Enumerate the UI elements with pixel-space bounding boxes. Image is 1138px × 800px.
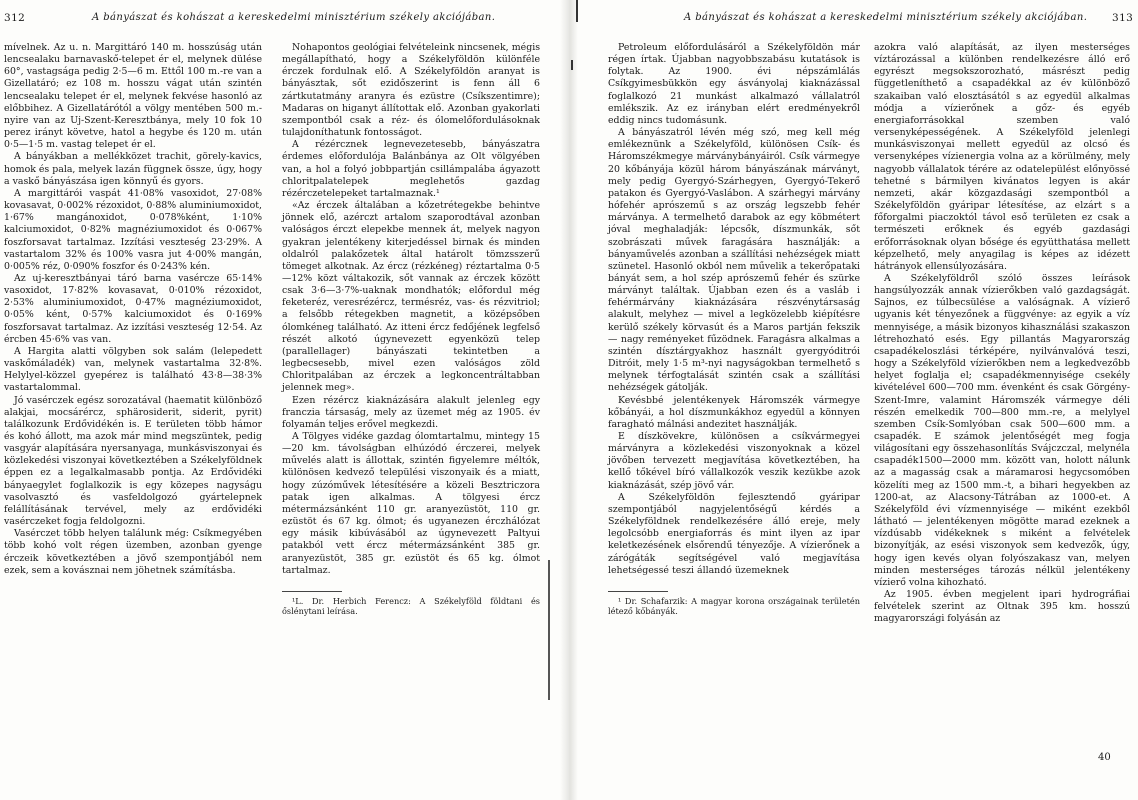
running-title: A bányászat és kohászat a kereskedelmi minisztérium székely akciójában. (684, 12, 1088, 23)
footnote-rule (608, 591, 668, 592)
page-number: 313 (1112, 12, 1134, 24)
paragraph: mívelnek. Az u. n. Margittáró 140 m. hosszúság után lencsealaku barnavaskő-telepet ér el, melynek dülése 60°, vastagsága pedig 2·5—6 m. Ettől 100 m.-re van a Gizellatáró; ez 108 m. hosszu vágat után szintén lencsealaku telepet ér el, melynek fekvése hasonló az előbbihez. A Gizellatárótól a völgy mentében 500 m.-nyire van az Uj-Szent-Keresztbánya, mely 10 fok 10 perez irányt követve, hatol a hegybe és 120 m. után 0·5—1·5 m. vastag telepet ér el. (4, 42, 262, 151)
paragraph: Kevésbbé jelentékenyek Háromszék vármegye kőbányái, a hol díszmunkákhoz egyedül a könnyen faragható málnási andezitet használják. (608, 394, 860, 430)
paragraph: A margittárói vaspát 41·08% vasoxidot, 27·08% kovasavat, 0·002% rézoxidot, 0·88% aluminiumoxidot, 1·67% mangánoxidot, 0·078%ként, 1·10% kalciumoxidot, 0·82% magnéziumoxidot és 0·067% foszforsavat tartalmaz. Izzítási veszteség 23·29%. A vastartalom 32% és 100% vasra jut 4·00% mangán, 0·005% réz, 0·090% foszfor és 0·243% kén. (4, 187, 262, 272)
footnote: ¹L. Dr. Herbich Ferencz: A Székelyföld földtani és őslénytani leírása. (282, 595, 540, 617)
left-page (0, 0, 566, 800)
page-number: 312 (4, 12, 26, 24)
paragraph: A bányákban a mellékközet trachit, görely-kavics, homok és pala, melyek lazán függnek össze, úgy, hogy a vaskő bányászása igen könnyű és gyors. (4, 151, 262, 187)
paragraph: azokra való alapítását, az ilyen mesterséges víztározással a különben rendelkezésre álló erő egyrészt megsokszorozható, másrészt pedig függetleníthető a csapadékkal az év különböző szakaiban való elosztásától s az egyedül alkalmas módja a vízierőnek a gőz- és egyéb energiaforrásokkal szemben való versenyképességének. A Székelyföld jelenlegi munkásviszonyai mellett egyedül az olcsó és versenyképes vízienergia volna az a körülmény, mely nagyobb vállalatok térére az odatelepülést előnyössé tehetné s bármilyen kivánatos legyen is akár nemzeti, akár közgazdasági szempontból a Székelyföldön gyáripar létesítése, az elzárt s a főforgalmi piaczoktól távol eső területen ez csak a természeti erőknek és egyéb gazdasági erőforrásoknak olyan bősége és együtthatása mellett képzelhető, mely anyagilag is képes az idézett hátrányok ellensúlyozására. (874, 42, 1130, 272)
paragraph: A Székelyföldön fejlesztendő gyáripar szempontjából nagyjelentőségű kérdés a Székelyföldnek rendelkezésére álló ereje, mely legolcsóbb energiaforrás és mint ilyen az ipar keletkezésének elsőrendű tényezője. A vízierőnek a zárógáták segítségével való megjavítása lehetségessé teszi állandó üzemeknek (608, 491, 860, 576)
paragraph: Ezen rézércz kiaknázására alakult jelenleg egy franczia társaság, mely az üzemet még az 1905. év folyamán teljes erővel megkezdi. (282, 394, 540, 430)
right-page (572, 0, 1138, 800)
paragraph: A rézércznek legnevezetesebb, bányászatra érdemes előfordulója Balánbánya az Olt völgyében van, a hol a folyó jobbpartján csillámpalába ágyazott chloritpalatelepek meglehetős gazdag rézérczetelepeket tartalmaznak.¹ (282, 139, 540, 199)
right-running-head (572, 12, 1138, 28)
paragraph: A Tölgyes vidéke gazdag ólomtartalmu, mintegy 15—20 km. távolságban elhúzódó érczerei, melyek művelés alatt is állottak, szintén figyelemre méltók, különösen kedvező települési viszonyaik és a miatt, hogy zúzóművek létesítésére a közeli Besztriczora patak igen alkalmas. A tölgyesi ércz métermázsánként 110 gr. aranyezüstöt, 110 gr. ezüstöt és 67 kg. ólmot; és ugyanezen érczhálózat egy másik kibúvásából az úgynevezett Paltyui patakból vett ércz métermázsánként 385 gr. aranyezüstöt, 385 gr. ezüstöt és 65 kg. ólmot tartalmaz. (282, 431, 540, 576)
left-column-2 (282, 42, 540, 617)
paragraph: Nohapontos geológiai felvételeink nincsenek, mégis megállapítható, hogy a Székelyföldön különféle érczek fordulnak elő. A Székelyföldön aranyat is bányásztak, sőt ezidőszerint is fenn áll 6 zártkutatmány aranyra és ezüstre (Csíkszentimre); Madaras on higanyt állítottak elő. Azonban gyakorlati szempontból csak a réz- és ólomelőfordulásoknak tulajdoníthatunk fontosságot. (282, 42, 540, 139)
sheet-signature: 40 (1098, 752, 1111, 763)
footnote-rule (282, 591, 342, 592)
paragraph: Petroleum előfordulásáról a Székelyföldön már régen írtak. Újabban nagyobbszabásu kutatások is folytak. Az 1900. évi népszámlálás Csíkgyimesbükkön egy ásványolaj kiaknázással foglalkozó 21 munkást alkalmazó vállalatról emlékszik. Az ez irányban elért eredményekről eddig nincs tudomásunk. (608, 42, 860, 126)
paragraph: A Hargita alatti völgyben sok salám (lelepedett vaskőmáladék) van, melynek vastartalma 32·8%. Helylyel-közzel gyepérez is található 43·8—38·3% vastartalommal. (4, 345, 262, 394)
right-column-2 (874, 42, 1130, 626)
left-running-head (0, 12, 566, 28)
left-column-1 (4, 42, 262, 577)
right-column-1 (608, 42, 860, 617)
paragraph: «Az érczek általában a kőzetrétegekbe behintve jönnek elő, azérczt artalom szaporodtával azonban valóságos érczt elepekbe mennek át, melyek nagyon gyakran jelentékeny kiterjedéssel birnak és minden oldalról palakőzetek által határolt tömzsszerű tömeget alkotnak. Az ércz (rézkéneg) réztartalma 0·5—12% közt váltakozik, sőt vannak az érczek között csak 3·6—3·7%-uaknak mondhatók; előfordul még feketeréz, veresrézércz, termésréz, vas- és rézvitriol; a felsőbb rétegekben magnetit, a középsőben ólomkéneg található. Az itteni ércz fedőjének legfelső részét alkotó úgynevezett egyenközü telep (parallellager) bányászati tekintetben a legbecsesebb, mivel ezen valóságos zöld Chloritpalában az érczek a legkoncentráltabban jelennek meg». (282, 200, 540, 394)
paragraph: Jó vasérczek egész sorozatával (haematit különböző alakjai, mocsárércz, sphärosiderit, siderit, pyrit) találkozunk Erdővidékén is. E területen több hámor és kohó állott, ma azok már mind megszüntek, pedig vasgyár alapítására nyersanyaga, munkásviszonyai és közlekedési viszonyai következtében a Székelyföldnek éppen ez a legalkalmasabb pontja. Az Erdővidéki bányaegylet foglalkozik is egy közepes nagyságu vasolvasztó és vasfeldolgozó gyártelepnek felállításának tervével, mely az erdővidéki vasérczeket fogja feldolgozni. (4, 394, 262, 528)
paragraph: A bányászatról lévén még szó, meg kell még emlékeznünk a Székelyföld, különösen Csík- és Háromszékmegye márványbányáiról. Csík vármegye 20 kőbányája közül három bányászának márványt, mely pedig Gyergyó-Szárhegyen, Gyergyó-Tekerő patakon és Gyergyó-Vaslábon. A szárhegyi márvány hófehér aprószemű s az ország legszebb fehér márványa. A termelhető darabok az egy köbmétert jóval meghaladják: lépcsők, díszmunkák, sőt szobrászati művek faragására használják: a bányaművelés azonban a szállítási nehézségek miatt szünetel. Hasonló okból nem művelik a tekerőpataki bányát sem, a hol szép aprószemű fehér és szürke márványt találtak. Újabban ezen és a vasláb i fehérmárvány kiaknázására részvénytársaság alakult, melyhez — mivel a legközelebb kiépítésre kerülő székely körvasút és a Maros partján fekszik — nagy reményeket fűzödnek. Faragásra alkalmas a szintén dísztárgyakhoz használt gyergyóditrói Ditróit, mely 1·5 m³-nyi nagyságokban termelhető s melynek térfogtalását szintén csak a szállítási nehézségek gátolják. (608, 127, 860, 394)
paragraph: Az 1905. évben megjelent ipari hydrográfiai felvételek szerint az Oltnak 395 km. hosszú magyarországi folyásán az (874, 589, 1130, 625)
paragraph: E díszkövekre, különösen a csíkvármegyei márványra a közlekedési viszonyoknak a közel jövőben tervezett megjavítása következtében, ha kellő tőkével bíró vállalkozók veszik kezükbe azok kiaknázását, szép jövő vár. (608, 431, 860, 491)
paragraph: A Székelyföldről szóló összes leírások hangsúlyozzák annak vízierőkben való gazdagságát. Sajnos, ez túlbecsülése a valóságnak. A vízierő ugyanis két tényezőnek a függvénye: az egyik a víz mennyisége, a másik bizonyos kihasználási szakaszon létrehozható esés. Egy pillantás Magyarország csapadékeloszlási térképére, nyilvánvalóvá teszi, hogy a Székelyföld vízierőkben nem a legkedvezőbb helyet foglalja el; csapadékmennyisége csekély kivételével 600—700 mm. évenként és csak Görgény-Szent-Imre, valamint Háromszék vármegye déli részén emelkedik 700—800 mm.-re, a melylyel szemben Csík-Somlyóban csak 500—600 mm. a csapadék. E számok jelentőségét meg fogja világosítani egy összehasonlítás Svájczczal, melynéla csapadék1500—2000 mm. között van, holott nálunk az a magasság csak a máramarosi hegycsomóben közelíti meg az 1500 mm.-t, a bihari hegyekben az 1200-at, az Alacsony-Tátrában az 1000-et. A Székelyföld évi vízmennyisége — miként ezekből látható — jelentékenyen mögötte marad ezeknek a vízdúsabb vidékeknek s miként a felvételek bizonyítják, az esési viszonyok sem kedvezők, úgy, hogy igen kevés olyan folyószakasz van, melyen minden mesterséges tározás nélkül jelentékeny vízierő volna kihozható. (874, 272, 1130, 588)
running-title: A bányászat és kohászat a kereskedelmi minisztérium székely akciójában. (92, 12, 496, 23)
paragraph: Vasérczet több helyen találunk még: Csíkmegyében több kohó volt régen üzemben, azonban gyenge érczeik következtében a jövő szempontjából nem ezek, sem a kovásznai nem jöhetnek számításba. (4, 528, 262, 576)
paragraph: Az uj-keresztbányai táró barna vasércze 65·14% vasoxidot, 17·82% kovasavat, 0·010% rézoxidot, 2·53% aluminiumoxidot, 0·47% magnéziumoxidot, 0·05% ként, 0·57% kalciumoxidot és 0·169% foszforsavat tartalmaz. Az izzítási veszteség 12·54. Az ércben 45·6% vas van. (4, 272, 262, 345)
footnote: ¹ Dr. Schafarzik: A magyar korona országainak területén létező kőbányák. (608, 595, 860, 617)
